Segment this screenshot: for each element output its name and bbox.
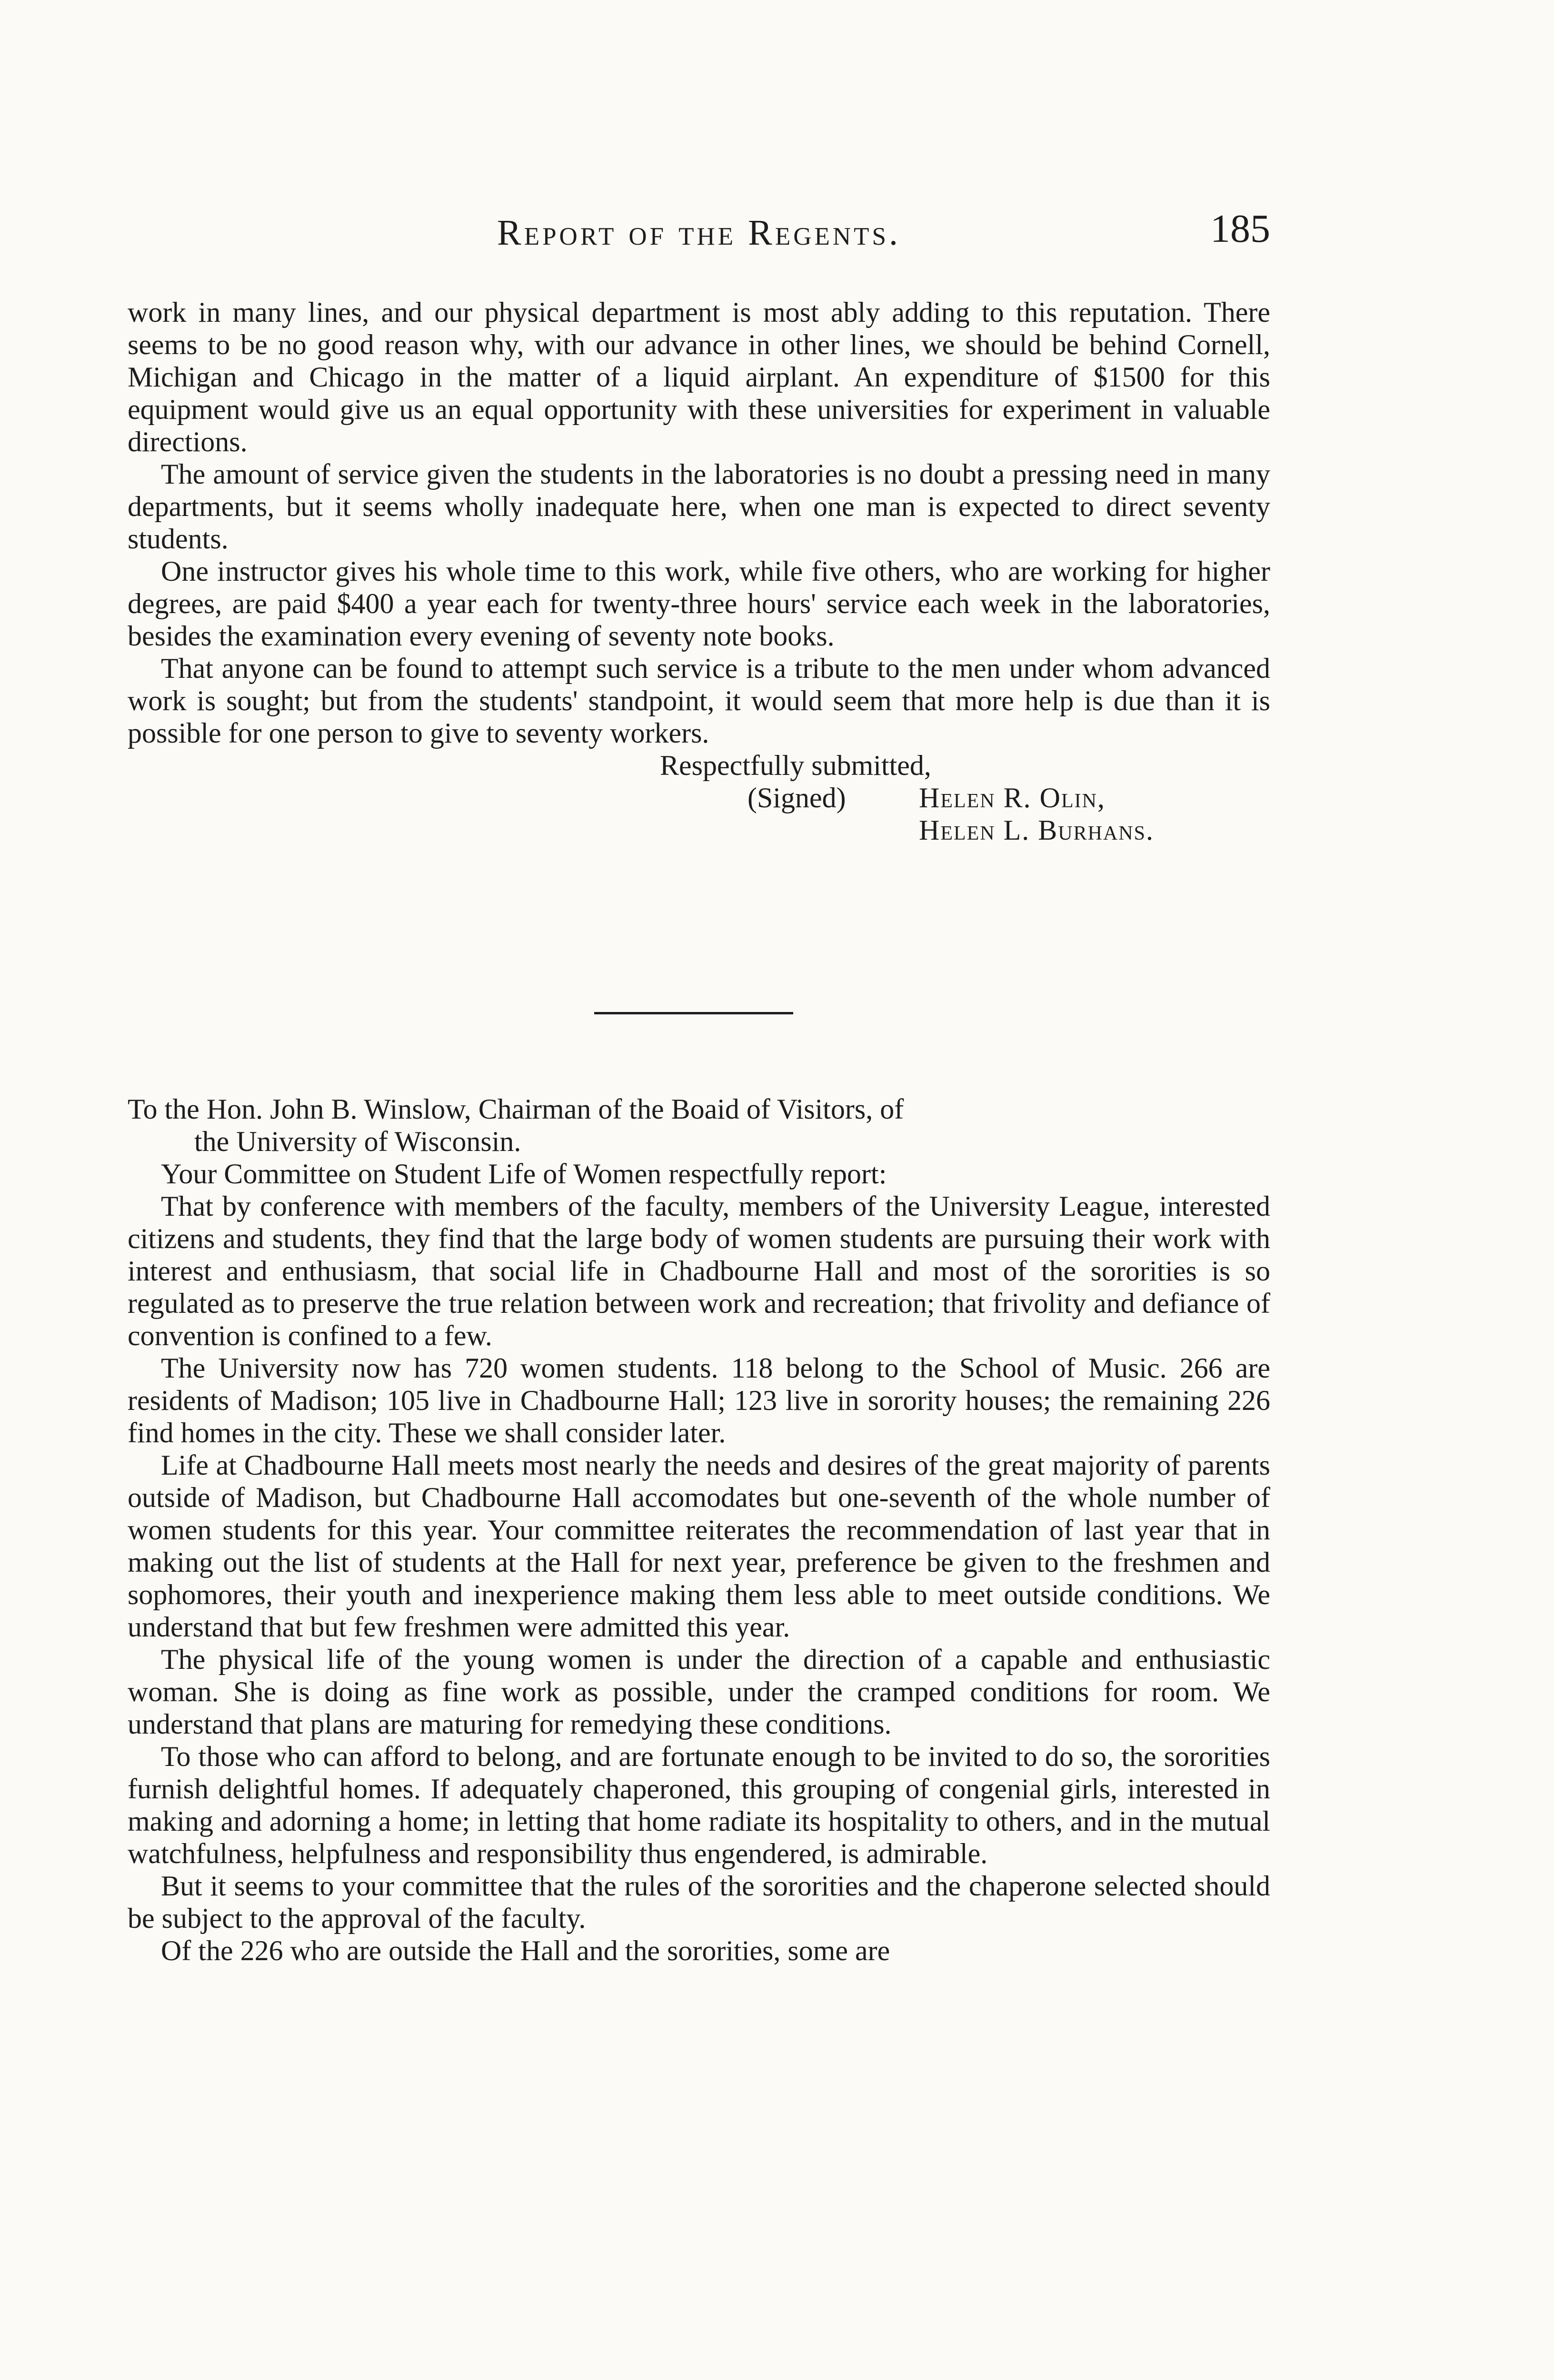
report-section-2 — [128, 1093, 1270, 1967]
paragraph: But it seems to your committee that the rules of the sororities and the chaperone selected should be subject to the approval of the faculty. — [128, 1870, 1270, 1934]
page-header — [128, 206, 1270, 263]
section-divider — [594, 1012, 793, 1014]
signature-name: Helen R. Olin, — [919, 782, 1106, 813]
closing-line: Respectfully submitted, — [660, 750, 931, 781]
address-line: the University of Wisconsin. — [194, 1126, 521, 1157]
paragraph: The amount of service given the students in the laboratories is no doubt a pressing need in many departments, but it seems wholly inadequate here, when one man is expected to direct seventy students. — [128, 458, 1270, 555]
running-head: Report of the Regents. — [497, 213, 901, 253]
paragraph: Of the 226 who are outside the Hall and the sororities, some are — [161, 1935, 890, 1966]
signed-tag: (Signed) — [747, 782, 846, 813]
report-section-1 — [128, 296, 1270, 846]
paragraph: Your Committee on Student Life of Women respectfully report: — [161, 1158, 887, 1190]
paragraph: The physical life of the young women is under the direction of a capable and enthusiastic woman. She is doing as fine work as possible, under the cramped conditions for room. We understand that plans are maturing for remedying these conditions. — [128, 1644, 1270, 1740]
signature-name: Helen L. Burhans. — [919, 814, 1154, 846]
signature-block — [128, 749, 1270, 846]
paragraph: Life at Chadbourne Hall meets most nearly the needs and desires of the great majority of parents outside of Madison, but Chadbourne Hall accomodates but one-seventh of the whole number of women students for this year. Your committee reiterates the recommendation of last year that in making out the list of students at the Hall for next year, preference be given to the freshmen and sophomores, their youth and inexperience making them less able to meet outside conditions. We understand that but few freshmen were admitted this year. — [128, 1449, 1270, 1643]
paragraph: That by conference with members of the faculty, members of the University League, interested citizens and students, they find that the large body of women students are pursuing their work with interest and enthusiasm, that social life in Chadbourne Hall and most of the sororities is so regulated as to preserve the true relation between work and recreation; that frivolity and defiance of convention is confined to a few. — [128, 1190, 1270, 1351]
paragraph: That anyone can be found to attempt such service is a tribute to the men under whom advanced work is sought; but from the students' standpoint, it would seem that more help is due than it is possible for one person to give to seventy workers. — [128, 653, 1270, 749]
paragraph: One instructor gives his whole time to this work, while five others, who are working for higher degrees, are paid $400 a year each for twenty-three hours' service each week in the laboratories, besides the examination every evening of seventy note books. — [128, 555, 1270, 652]
paragraph: work in many lines, and our physical department is most ably adding to this reputation. There seems to be no good reason why, with our advance in other lines, we should be behind Cornell, Michigan and Chicago in the matter of a liquid airplant. An expenditure of $1500 for this equipment would give us an equal opportunity with these universities for experiment in valuable directions. — [128, 297, 1270, 457]
paragraph: The University now has 720 women students. 118 belong to the School of Music. 266 are residents of Madison; 105 live in Chadbourne Hall; 123 live in sorority houses; the remaining 226 find homes in the city. These we shall consider later. — [128, 1352, 1270, 1448]
address-line: To the Hon. John B. Winslow, Chairman of the Boaid of Visitors, of — [128, 1093, 904, 1125]
page-number: 185 — [1210, 207, 1270, 251]
paragraph: To those who can afford to belong, and are fortunate enough to be invited to do so, the sororities furnish delightful homes. If adequately chaperoned, this grouping of congenial girls, interested in making and adorning a home; in letting that home radiate its hospitality to others, and in the mutual watchfulness, helpfulness and responsibility thus engendered, is admirable. — [128, 1741, 1270, 1869]
address-block — [128, 1093, 1270, 1158]
